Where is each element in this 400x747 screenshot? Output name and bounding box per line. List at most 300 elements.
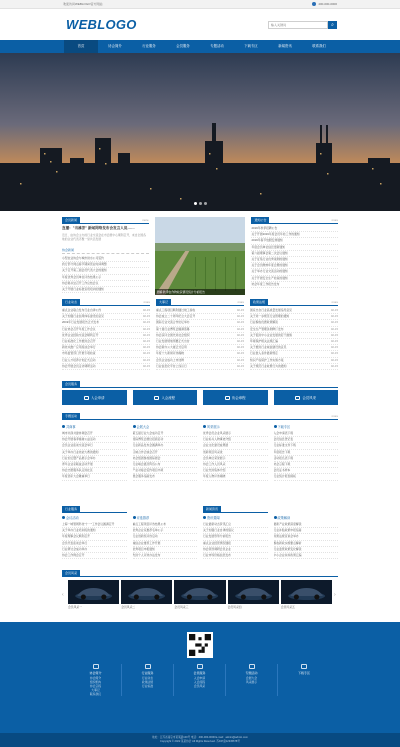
gallery-image [68,580,119,604]
item-title: 国际博览会展位招商启动 [132,437,164,442]
notice-list [251,226,338,288]
sub-heading [133,424,198,429]
list-item[interactable] [274,474,339,480]
footer-link[interactable]: 协会简介 [89,676,102,680]
sub-heading-label: 评选推荐 [136,516,150,520]
nav-item[interactable]: 会员服务 [176,44,190,48]
search-icon: ⌕ [331,21,334,28]
gallery-image [281,580,332,604]
service-label: 入会申请 [90,396,105,400]
item-date: 02-15 [330,357,338,362]
nav-item[interactable]: 首页 [64,40,98,53]
item-title: 协会工作人员风采 [203,462,226,467]
gallery-caption: 会员风采四 [227,605,242,609]
item-title: 国际行业交流合作论坛举办 [156,320,190,325]
item-title: 年度优秀会员单位评选结果公示 [62,274,102,279]
sub-heading [274,515,339,520]
footer-icon [197,664,203,669]
item-title: 年度报告下载 [273,449,291,454]
item-list [62,308,150,370]
top-bar [0,0,400,9]
item-date: 02-15 [330,351,338,356]
event-column [62,422,127,502]
service-label: 会员风采 [302,396,317,400]
footer-icon [93,664,99,669]
item-title: 关于举办行业技能大赛的通知 [62,449,99,454]
item-title: 关于征集行业优秀案例的通知 [251,257,288,262]
gallery-item[interactable] [174,580,225,609]
section-tag: 大事记 [156,299,171,305]
footer-column [122,664,174,696]
item-date: 02-15 [330,345,338,350]
service-icon [295,396,300,400]
item-title: 入会申请表下载 [273,431,294,435]
news-list [62,256,149,293]
item-title: 年度表彰大会隆重举行 [62,474,90,479]
list-item[interactable] [62,474,127,480]
item-title: 产业对接会签约项目丰硕 [132,468,164,473]
item-title: 优秀项目申报通知 [132,546,155,551]
item-title: 关于规范行业收费行为的通知 [250,363,287,368]
list-item[interactable] [251,282,338,288]
bullet-icon [274,516,277,519]
item-title: 行业新品发布会圆满举办 [132,443,164,448]
item-title: 环境保护相关法规汇编 [250,339,278,344]
logo[interactable]: WEBLOGO [66,17,137,32]
item-list [274,522,339,559]
item-title: 关于开展行业标准宣贯培训的通知 [62,287,104,292]
item-title: 政策法规宣讲会举办 [273,534,299,539]
nav-item[interactable]: 专题活动 [210,44,224,48]
gallery-image [121,580,172,604]
more-link[interactable]: more [237,300,244,304]
section-tag: 会员风采 [62,570,80,576]
prev-arrow-icon[interactable]: ‹ [62,591,64,598]
photo-news[interactable] [155,217,246,295]
item-date: 02-15 [142,314,150,319]
footer-link[interactable]: 协会章程 [89,684,102,688]
phone-icon [312,2,316,6]
item-title: 关于加强行业信用体系建设的意见 [62,314,104,319]
sub-heading-label: 下载专区 [277,425,291,429]
qr-pattern [189,634,211,656]
footer-heading[interactable]: 协会简介 [89,671,102,675]
list-item[interactable] [62,364,150,370]
gallery-row [62,580,338,609]
item-title: 行业统计报表模板 [273,474,296,479]
item-date: 02-15 [236,339,244,344]
bullet-icon [133,425,136,428]
item-date: 02-15 [236,326,244,331]
sub-heading [62,424,127,429]
item-title: 优秀企业家推荐名单公示 [132,528,164,533]
section-title [62,413,338,420]
item-title: 关于推进行业诚信建设的意见 [250,345,287,350]
footer-heading[interactable]: 行业服务 [141,671,154,675]
section-tag: 会员服务 [62,381,80,387]
item-date: 02-15 [142,351,150,356]
gallery-item[interactable] [68,580,119,609]
item-list [133,431,198,481]
gallery-caption: 会员风采二 [121,605,136,609]
item-title: 协会开展春季植树公益活动 [62,437,96,442]
sub-heading-label: 风采展示 [207,425,220,429]
footer-column [174,664,226,696]
item-title: 关于加强行业自律的倡议 [203,528,234,533]
item-date: 02-15 [330,314,338,319]
item-title: 行业市场价格信息发布 [203,553,231,558]
service-button[interactable] [133,390,198,405]
item-date: 02-15 [142,326,150,331]
section-tag: 专题活动 [62,413,80,419]
item-title: 关于会员缴纳年度会费的通知 [251,263,288,268]
item-title: 行业最新动态资讯汇总 [203,522,231,526]
special-events [62,413,338,502]
item-title: 知识产权保护工作实施方案 [250,357,284,362]
gallery-caption: 会员风采三 [174,605,189,609]
list-item[interactable] [250,364,338,370]
sub-title: 协会新闻 [62,248,149,254]
item-title: 创新项目风采录 [203,449,223,454]
bullet-icon [203,516,206,519]
headline-desc: 近日，由协会主办的行业交流会在市会展中心顺利召开，来自全国各地的企业代表齐聚一堂共话发展 [62,233,146,241]
section-tag: 新闻资讯 [203,506,221,512]
service-buttons [62,390,338,405]
section-tag: 行业动态 [62,299,80,305]
sub-heading [203,515,268,520]
search-button[interactable] [328,21,337,29]
item-title: 城市共商共建协调会召开 [62,431,93,435]
item-title: 协会组团参加国际展会 [132,455,161,460]
item-title: 行业人才培养计划正式启动 [62,357,96,362]
item-title: 协会获评全国先进社会组织 [156,332,190,337]
banner-dots [0,202,400,205]
item-title: 行业峰会嘉宾阵容公布 [132,462,161,467]
item-list [156,308,244,370]
item-title: 会员单位荣誉展示 [203,455,226,460]
event-column [133,422,198,502]
member-news [62,217,149,295]
footer-link[interactable]: 会展大会 [245,676,258,680]
item-title: 会员代表座谈会举行 [62,540,88,545]
gallery-caption: 会员风采五 [280,605,295,609]
item-title: 行业先进集体介绍 [203,468,226,473]
nav-item[interactable]: 下载专区 [244,44,258,48]
sub-heading [62,515,127,520]
news-column [203,506,268,568]
sub-heading-label: 共商事 [66,425,76,429]
list-item[interactable] [203,474,268,480]
gallery-item[interactable] [281,580,332,609]
row-services-news [62,506,338,568]
list-item[interactable] [62,553,127,559]
item-title: 关于开展2019年度会员年检工作的通知 [251,232,300,237]
item-title: 诚信企业推荐工作开展 [132,540,161,545]
nav-item[interactable]: 协会简介 [108,44,122,48]
item-date: 02-15 [142,308,150,312]
main-nav [0,40,400,53]
section-title [62,381,338,388]
service-icon [84,396,89,400]
bullet-icon [133,516,136,519]
next-arrow-icon[interactable]: › [334,591,336,598]
item-title: 关于进一步规范行业管理的通知 [250,314,290,319]
item-list [274,431,339,481]
sub-heading-label: 政策解读 [277,516,291,520]
tel-info [312,2,337,6]
sub-heading-label: 会议活动 [66,516,79,520]
list-item[interactable] [203,553,268,559]
sub-heading-label: 资讯要闻 [207,516,220,520]
item-title: 上海一城管网科技"十一"工作会议圆满召开 [62,522,115,526]
field-image [155,217,246,295]
footer-link[interactable]: 风采展示 [245,680,258,684]
footer-columns [0,664,400,696]
item-date: 02-15 [236,320,244,325]
list-column [250,299,338,377]
footer-link[interactable]: 行业标准 [141,684,154,688]
item-title: 区域合作洽谈会召开 [132,449,158,454]
section-title [62,299,150,306]
sub-heading-label: 会展大会 [136,425,150,429]
item-title: 行业标准化工作推进会召开 [62,339,96,344]
footer-column [70,664,122,696]
item-title: 行业税收优惠政策解读 [250,320,278,325]
item-date: 02-15 [236,357,244,362]
hero-banner[interactable] [0,53,400,211]
item-title: 协会领导调研会员企业 [203,546,231,551]
item-title: 协会年度工作报告发布 [251,281,280,286]
content [62,217,338,609]
item-date: 02-15 [236,345,244,350]
footer-link[interactable]: 入会申请 [193,676,206,680]
item-date: 02-15 [142,320,150,325]
sub-heading [274,424,339,429]
item-date: 02-15 [142,357,150,362]
section-tag: 政策法规 [250,299,268,305]
service-icon [154,396,159,400]
more-link[interactable]: more [142,218,149,222]
service-label: 协会章程 [231,396,246,400]
item-title: 小型农业协会与城市供水公司签约 [62,256,104,260]
copyright [0,733,400,747]
item-date: 02-15 [330,308,338,312]
footer-link[interactable]: 联系我们 [89,692,102,696]
item-title: 关于促进中小企业发展的若干措施 [250,332,292,337]
footer-column [278,664,330,696]
item-title: 关于召开第三届会员代表大会的通知 [62,268,107,273]
service-label: 入会流程 [161,396,176,400]
item-title: 国家出台行业高质量发展指导意见 [250,308,292,312]
gallery-caption: 会员风采一 [68,605,82,609]
footer-link[interactable]: 行业动态 [141,676,154,680]
member-services [62,381,338,405]
item-title: 协会秘书处召开工作总结会议 [62,280,99,285]
gallery-item[interactable] [121,580,172,609]
section-tag: 通知公告 [251,217,269,223]
section-title-spacer [274,506,339,513]
item-title: 市场监管部门开展专项检查 [62,351,96,356]
header [0,9,400,40]
item-date: 02-15 [142,345,150,350]
list-item[interactable] [133,474,198,480]
footer-heading[interactable]: 下载专区 [297,671,310,675]
footer-link[interactable]: 组织机构 [89,680,102,684]
section-title [62,506,127,513]
item-title: 协会新办公大楼正式启用 [156,345,187,350]
footer-link[interactable]: 入会流程 [193,680,206,684]
list-item[interactable] [133,553,198,559]
section-title [62,570,338,577]
tel-number: 400-000-0000 [318,2,337,6]
item-list [250,308,338,370]
item-title: 协会章程下载 [273,462,291,467]
section-title-spacer [133,506,198,513]
service-icon [225,396,230,400]
item-title: 重点工程项目评选结果公布 [132,522,167,526]
list-item[interactable] [62,287,149,293]
item-title: 会员企业成功上市挂牌 [156,357,184,362]
copy-line-2: Copyright © 2022 某某协会 All Rights Reserved. 苏ICP备12345678号 [160,740,240,743]
item-date: 02-15 [236,363,244,368]
item-title: 行业发展形势分析报告 [203,534,231,539]
item-title: 年度会员单位信息更新通知 [251,244,286,249]
service-button[interactable] [274,390,339,405]
nav-item[interactable]: 行业服务 [142,44,156,48]
item-date: 02-15 [236,314,244,319]
bullet-icon [203,425,206,428]
item-title: 重点工程项目顺利通过竣工验收 [156,308,196,312]
item-title: 行业论坛暨产品展示会举办 [62,455,96,460]
member-gallery [62,570,338,609]
item-title: 2019年春节放假安排通知 [251,238,283,243]
item-title: 我行部分网点春节期间营业时间调整 [62,262,107,267]
item-title: 年度理事会议顺利召开 [62,534,90,539]
item-title: 重点企业经营情况通报 [203,540,231,545]
item-title: 会员信息登记表 [273,437,294,442]
footer-link[interactable]: 会员风采 [193,684,206,688]
copy-line-1: 地址：江苏省南京市某某路100号 电话：400-000-0000 E-mail：admin@admin.com [152,736,248,739]
list-column [156,299,244,377]
gallery-image [174,580,225,604]
section-title [250,299,338,306]
item-title: 行业协会召开年度工作会议 [62,326,96,331]
headline[interactable]: 直播："当雄茶" 新闻网络发布会发言人说…… [62,226,135,230]
nav-item[interactable]: 新闻资讯 [278,44,292,48]
item-title: 新技术推广应用座谈会举行 [62,345,96,350]
footer-link[interactable]: 政策法规 [141,680,154,684]
footer-icon [145,664,151,669]
item-title: 协会开展会员走访调研活动 [62,363,96,368]
item-title: 年度十大新闻评选揭晓 [156,351,184,356]
more-link[interactable]: more [331,414,338,418]
sub-heading [133,515,198,520]
row-events [62,422,338,502]
item-title: 会员证书样本 [273,468,291,473]
footer-heading[interactable]: 会员服务 [193,671,206,675]
banner-dot[interactable] [204,202,207,205]
item-title: 安全生产管理条例修订发布 [250,326,284,331]
gallery-image [228,580,279,604]
search-input[interactable] [268,21,328,29]
item-date: 02-15 [330,326,338,331]
item-title: 关于举办行业交流活动的通知 [251,269,288,274]
more-link[interactable]: more [331,218,339,222]
footer-link[interactable]: 大事记 [91,688,100,692]
item-title: 行业发展规划纲要正式出台 [156,339,190,344]
item-date: 02-15 [142,363,150,368]
item-title: 协会成立二十周年纪念大会召开 [156,314,196,319]
section-tag: 会员新闻 [62,217,80,223]
item-title: 青年企业家联谊活动开展 [62,462,93,467]
item-title: 税收新政实施要点解析 [273,540,302,545]
footer-icon [301,664,307,669]
item-title: 协会工作例会召开 [62,553,85,558]
notice [251,217,338,295]
search-box [268,21,337,29]
item-title: 年度人物评选揭晓 [203,474,226,479]
item-title: 行业标准文件下载 [273,443,296,448]
welcome-text: 欢迎访问WEBLOGO官方网站 [63,2,103,6]
footer [0,622,400,747]
news-column [133,506,198,568]
item-date: 02-15 [330,332,338,337]
more-link[interactable]: more [331,300,338,304]
section-title [203,506,268,513]
item-title: 重点企业联合发布行业自律公约 [62,308,102,312]
item-title: 先进个人评选办法发布 [132,553,161,558]
item-title: 行业标兵人物事迹介绍 [203,437,231,442]
item-title: 展会服务指南发布 [132,474,155,479]
gallery-item[interactable] [228,580,279,609]
nav-item[interactable]: 联系我们 [312,44,326,48]
item-date: 02-15 [142,339,150,344]
item-title: 企业文化建设成果展 [203,443,229,448]
item-date: 02-15 [236,308,244,312]
item-date: 02-15 [330,320,338,325]
bullet-icon [274,425,277,428]
footer-heading[interactable]: 专题活动 [245,671,258,675]
photo-caption: 图解:秋季农作物收获情况统计分析报告 [155,289,246,295]
service-button[interactable] [203,390,268,405]
item-title: 第十届行业博览会圆满落幕 [156,326,190,331]
item-list [133,522,198,559]
list-item[interactable] [156,364,244,370]
item-list [62,522,127,559]
event-column [274,422,339,502]
section-tag: 行业服务 [62,506,80,512]
banner-dot[interactable] [194,202,197,205]
footer-icon [249,664,255,669]
more-link[interactable]: more [143,300,150,304]
banner-dot[interactable] [199,202,202,205]
qr-code [187,632,213,658]
list-item[interactable] [274,553,339,559]
item-date: 02-15 [330,339,338,344]
item-title: 行业补贴政策申报指南 [273,528,302,533]
item-date: 02-15 [142,332,150,337]
item-title: 会员企业座谈交流会举行 [62,443,93,448]
item-title: 行业研讨会成功举办 [62,546,88,551]
item-title: 关于举办行业培训班的通知 [62,528,96,533]
bullet-icon [62,516,65,519]
item-title: 活动报名表下载 [273,455,294,460]
bullet-icon [62,425,65,428]
section-title [62,217,149,224]
service-button[interactable] [62,390,127,405]
news-column [274,506,339,568]
item-list [203,431,268,481]
